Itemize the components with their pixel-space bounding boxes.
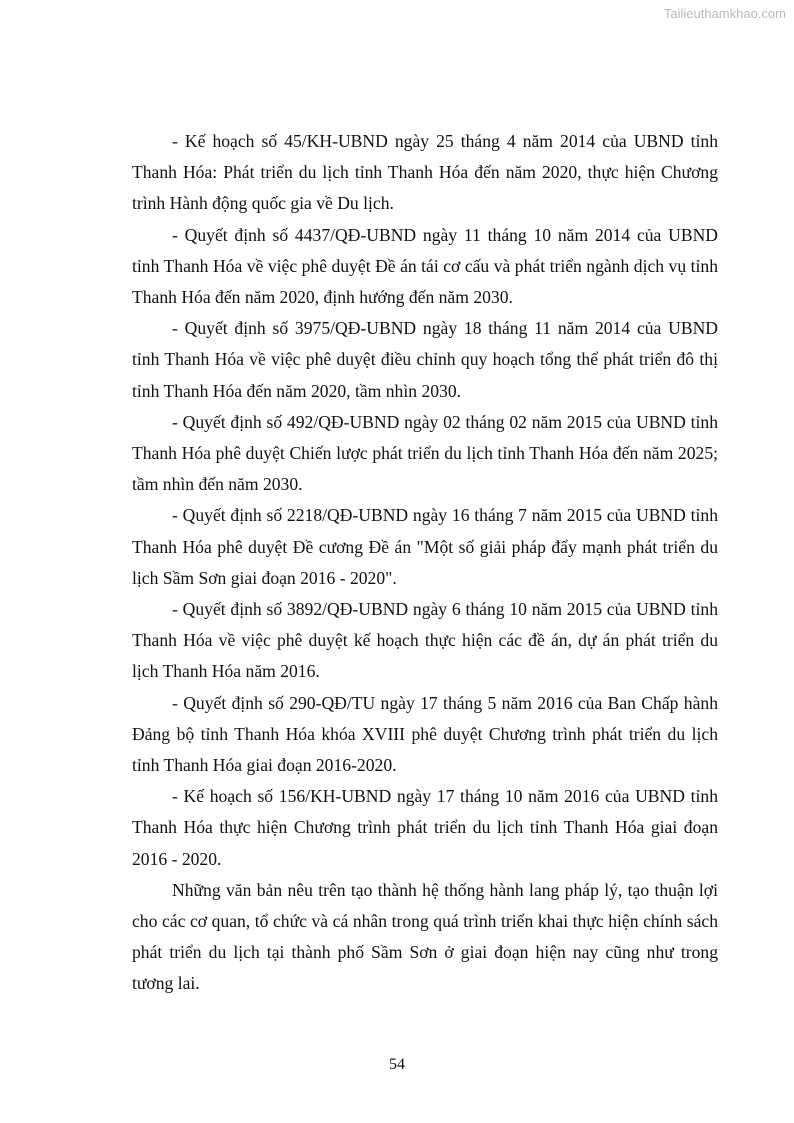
paragraph-decision-4437: - Quyết định số 4437/QĐ-UBND ngày 11 tháng 10 năm 2014 của UBND tỉnh Thanh Hóa về việc phê duyệt Đề án tái cơ cấu và phát triển ngành dịch vụ tỉnh Thanh Hóa đến năm 2020, định hướng đến năm 2030. <box>132 224 718 308</box>
watermark: Tailieuthamkhao.com <box>663 6 786 21</box>
paragraph-conclusion: Những văn bản nêu trên tạo thành hệ thống hành lang pháp lý, tạo thuận lợi cho các cơ quan, tổ chức và cá nhân trong quá trình triển khai thực hiện chính sách phát triển du lịch tại thành phố Sầm Sơn ở giai đoạn hiện nay cũng như trong tương lai. <box>132 879 718 994</box>
paragraph-decision-492: - Quyết định số 492/QĐ-UBND ngày 02 tháng 02 năm 2015 của UBND tỉnh Thanh Hóa phê duyệt Chiến lược phát triển du lịch tỉnh Thanh Hóa đến năm 2025; tầm nhìn đến năm 2030. <box>132 411 718 495</box>
page-number: 54 <box>389 1056 405 1073</box>
paragraph-decision-3975: - Quyết định số 3975/QĐ-UBND ngày 18 tháng 11 năm 2014 của UBND tỉnh Thanh Hóa về việc phê duyệt điều chỉnh quy hoạch tổng thể phát triển đô thị tỉnh Thanh Hóa đến năm 2020, tầm nhìn 2030. <box>132 318 718 401</box>
paragraph-plan-45: - Kế hoạch số 45/KH-UBND ngày 25 tháng 4 năm 2014 của UBND tỉnh Thanh Hóa: Phát triển du lịch tỉnh Thanh Hóa đến năm 2020, thực hiện Chương trình Hành động quốc gia về Du lịch. <box>132 131 718 214</box>
paragraph-decision-3892: - Quyết định số 3892/QĐ-UBND ngày 6 tháng 10 năm 2015 của UBND tỉnh Thanh Hóa về việc phê duyệt kế hoạch thực hiện các đề án, dự án phát triển du lịch Thanh Hóa năm 2016. <box>132 599 718 682</box>
paragraph-plan-156: - Kế hoạch số 156/KH-UBND ngày 17 tháng 10 năm 2016 của UBND tỉnh Thanh Hóa thực hiện Chương trình phát triển du lịch tỉnh Thanh Hóa giai đoạn 2016 - 2020. <box>132 786 718 869</box>
paragraph-decision-290: - Quyết định số 290-QĐ/TU ngày 17 tháng 5 năm 2016 của Ban Chấp hành Đảng bộ tỉnh Thanh Hóa khóa XVIII phê duyệt Chương trình phát triển du lịch tỉnh Thanh Hóa giai đoạn 2016-2020. <box>132 692 718 776</box>
paragraph-decision-2218: - Quyết định số 2218/QĐ-UBND ngày 16 tháng 7 năm 2015 của UBND tỉnh Thanh Hóa phê duyệt Đề cương Đề án "Một số giải pháp đẩy mạnh phát triển du lịch Sầm Sơn giai đoạn 2016 - 2020". <box>132 505 718 588</box>
document-body <box>132 126 718 1000</box>
